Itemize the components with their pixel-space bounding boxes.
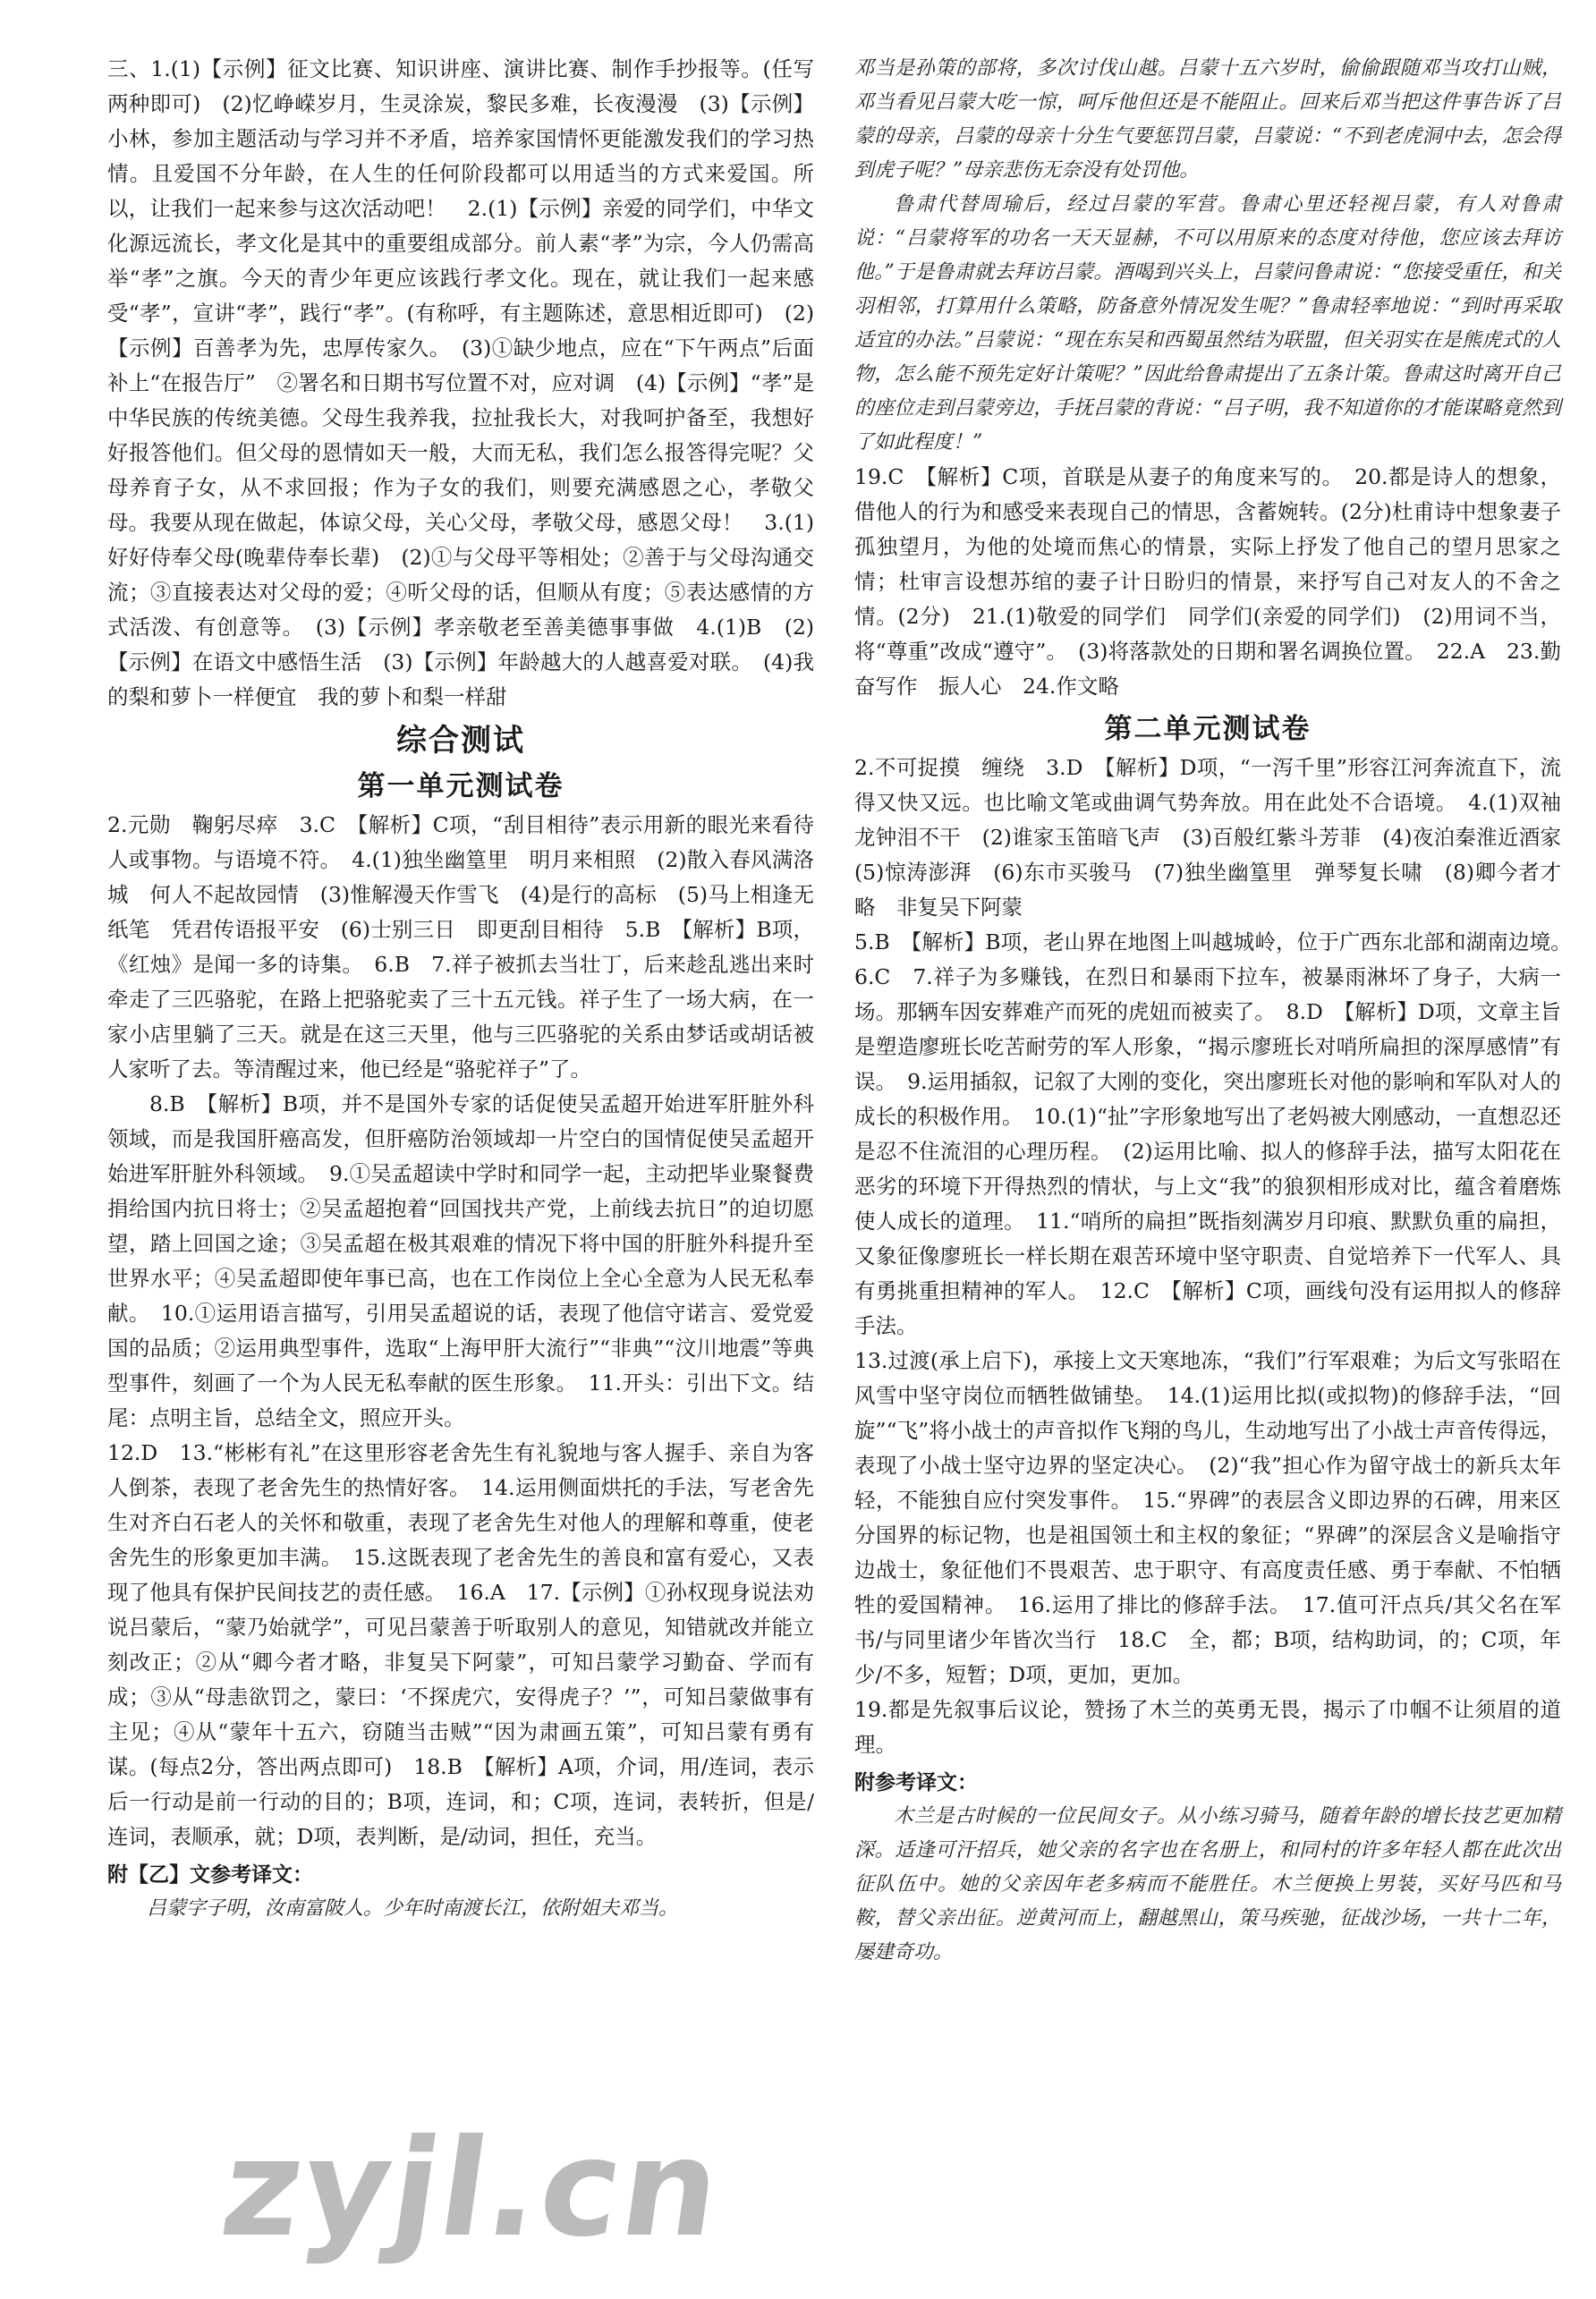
unit1-answers-part4: 19.C 【解析】C项，首联是从妻子的角度来写的。 20.都是诗人的想象，借他人的行为和感受来表现自己的情思，含蓄婉转。(2分)杜甫诗中想象妻子孤独望月，为他的处境而焦心的情景，实际上抒发了他自己的望月思家之情；杜审言设想苏绾的妻子计日盼归的情景，来抒写自己对友人的不舍之情。(2分) 21.(1)敬爱的同学们 同学们(亲爱的同学们) (2)用词不当，将“尊重”改成“遵守”。 (3)将落款处的日期和署名调换位置。 22.A 23.勤奋写作 振人心 24.作文略	[854, 464, 1561, 699]
unit1-answers-part1: 2.元勋 鞠躬尽瘁 3.C 【解析】C项，“刮目相待”表示用新的眼光来看待人或事物。与语境不符。 4.(1)独坐幽篁里 明月来相照 (2)散入春风满洛城 何人不起故园情 (3)惟解漫天作雪飞 (4)是行的高标 (5)马上相逢无纸笔 凭君传语报平安 (6)士别三日 即更刮目相待 5.B 【解析】B项，《红烛》是闻一多的诗集。 6.B 7.祥子被抓去当壮丁，后来趁乱逃出来时牵走了三匹骆驼，在路上把骆驼卖了三十五元钱。祥子生了一场大病，在一家小店里躺了三天。就是在这三天里，他与三匹骆驼的关系由梦话或胡话被人家听了去。等清醒过来，他已经是“骆驼祥子”了。	[107, 812, 814, 1082]
unit2-answers-part4: 19.都是先叙事后议论，赞扬了木兰的英勇无畏，揭示了巾帼不让须眉的道理。	[854, 1697, 1561, 1757]
intro-answers: 三、1.(1)【示例】征文比赛、知识讲座、演讲比赛、制作手抄报等。(任写两种即可) (2)忆峥嵘岁月，生灵涂炭，黎民多难，长夜漫漫 (3)【示例】小林，参加主题活动与学习并不矛盾，培养家国情怀更能激发我们的学习热情。且爱国不分年龄，在人生的任何阶段都可以用适当的方式来爱国。所以，让我们一起来参与这次活动吧！ 2.(1)【示例】亲爱的同学们，中华文化源远流长，孝文化是其中的重要组成部分。前人素“孝”为宗，今人仍需高举“孝”之旗。今天的青少年更应该践行孝文化。现在，就让我们一起来感受“孝”，宣讲“孝”，践行“孝”。(有称呼，有主题陈述，意思相近即可) (2)【示例】百善孝为先，忠厚传家久。 (3)①缺少地点，应在“下午两点”后面补上“在报告厅” ②署名和日期书写位置不对，应对调 (4)【示例】“孝”是中华民族的传统美德。父母生我养我，拉扯我长大，对我呵护备至，我想好好报答他们。但父母的恩情如天一般，大而无私，我们怎么报答得完呢？父母养育子女，从不求回报；作为子女的我们，则要充满感恩之心，孝敬父母。我要从现在做起，体谅父母，关心父母，孝敬父母，感恩父母！ 3.(1)好好侍奉父母(晚辈侍奉长辈) (2)①与父母平等相处；②善于与父母沟通交流；③直接表达对父母的爱；④听父母的话，但顺从有度；⑤表达感情的方式活泼、有创意等。 (3)【示例】孝亲敬老至善美德事事做 4.(1)B (2)【示例】在语文中感悟生活 (3)【示例】年龄越大的人越喜爱对联。 (4)我的梨和萝卜一样便宜 我的萝卜和梨一样甜	[107, 56, 814, 709]
translation-continued-2: 鲁肃代替周瑜后，经过吕蒙的军营。鲁肃心里还轻视吕蒙，有人对鲁肃说：“吕蒙将军的功名一天天显赫，不可以用原来的态度对待他，您应该去拜访他。”于是鲁肃就去拜访吕蒙。酒喝到兴头上，吕蒙问鲁肃说：“您接受重任，和关羽相邻，打算用什么策略，防备意外情况发生呢？”鲁肃轻率地说：“到时再采取适宜的办法。”吕蒙说：“现在东吴和西蜀虽然结为联盟，但关羽实在是熊虎式的人物，怎么能不预先定好计策呢？”因此给鲁肃提出了五条计策。鲁肃这时离开自己的座位走到吕蒙旁边，手抚吕蒙的背说：“吕子明，我不知道你的才能谋略竟然到了如此程度！”	[854, 193, 1561, 454]
section-title-comprehensive-test: 综合测试	[396, 723, 525, 759]
watermark-logo: zyjl.cn	[212, 2111, 731, 2267]
ref-translation-yi-text: 吕蒙字子明，汝南富陂人。少年时南渡长江，依附姐夫邓当。	[147, 1897, 679, 1920]
left-column	[107, 52, 814, 1926]
unit2-answers-part3: 13.过渡(承上启下)，承接上文天寒地冻，“我们”行军艰难；为后文写张昭在风雪中坚守岗位而牺牲做铺垫。 14.(1)运用比拟(或拟物)的修辞手法，“回旋”“飞”将小战士的声音拟作飞翔的鸟儿，生动地写出了小战士声音传得远，表现了小战士坚守边界的坚定决心。 (2)“我”担心作为留守战士的新兵太年轻，不能独自应付突发事件。 15.“界碑”的表层含义即边界的石碑，用来区分国界的标记物，也是祖国领土和主权的象征；“界碑”的深层含义是喻指守边战士，象征他们不畏艰苦、忠于职守、有高度责任感、勇于奉献、不怕牺牲的爱国精神。 16.运用了排比的修辞手法。 17.值可汗点兵/其父名在军书/与同里诸少年皆次当行 18.C 全，都；B项，结构助词，的；C项，年少/不多，短暂；D项，更加，更加。	[854, 1348, 1561, 1687]
unit1-answers-part3: 12.D 13.“彬彬有礼”在这里形容老舍先生有礼貌地与客人握手、亲自为客人倒茶，表现了老舍先生的热情好客。 14.运用侧面烘托的手法，写老舍先生对齐白石老人的关怀和敬重，表现了老舍先生对他人的理解和尊重，使老舍先生的形象更加丰满。 15.这既表现了老舍先生的善良和富有爱心，又表现了他具有保护民间技艺的责任感。 16.A 17.【示例】①孙权现身说法劝说吕蒙后，“蒙乃始就学”，可见吕蒙善于听取别人的意见，知错就改并能立刻改正；②从“卿今者才略，非复吴下阿蒙”，可知吕蒙学习勤奋、学而有成；③从“母恚欲罚之，蒙曰：‘不探虎穴，安得虎子？’”，可知吕蒙做事有主见；④从“蒙年十五六，窃随当击贼”“因为肃画五策”，可知吕蒙有勇有谋。(每点2分，答出两点即可) 18.B 【解析】A项，介词，用/连词，表示后一行动是前一行动的目的；B项，连词，和；C项，连词，表转折，但是/连词，表顺承，就；D项，表判断，是/动词，担任，充当。	[107, 1440, 814, 1849]
unit1-test-title: 第一单元测试卷	[357, 770, 565, 802]
right-column	[854, 52, 1583, 1970]
ref-translation-label: 附参考译文：	[854, 1771, 978, 1794]
translation-continued-1: 邓当是孙策的部将，多次讨伐山越。吕蒙十五六岁时，偷偷跟随邓当攻打山贼，邓当看见吕蒙大吃一惊，呵斥他但还是不能阻止。回来后邓当把这件事告诉了吕蒙的母亲，吕蒙的母亲十分生气要惩罚吕蒙，吕蒙说：“不到老虎洞中去，怎会得到虎子呢？”母亲悲伤无奈没有处罚他。	[854, 57, 1561, 182]
unit2-answers-part2: 5.B 【解析】B项，老山界在地图上叫越城岭，位于广西东北部和湖南边境。 6.C 7.祥子为多赚钱，在烈日和暴雨下拉车，被暴雨淋坏了身子，大病一场。那辆车因安葬难产而死的虎妞而被卖了。 8.D 【解析】D项，文章主旨是塑造廖班长吃苦耐劳的军人形象，“揭示廖班长对哨所扁担的深厚感情”有误。 9.运用插叙，记叙了大刚的变化，突出廖班长对他的影响和军队对人的成长的积极作用。 10.(1)“扯”字形象地写出了老妈被大刚感动，一直想忍还是忍不住流泪的心理历程。 (2)运用比喻、拟人的修辞手法，描写太阳花在恶劣的环境下开得热烈的情状，与上文“我”的狼狈相形成对比，蕴含着磨炼使人成长的道理。 11.“哨所的扁担”既指刻满岁月印痕、默默负重的扁担，又象征像廖班长一样长期在艰苦环境中坚守职责、自觉培养下一代军人、具有勇挑重担精神的军人。 12.C 【解析】C项，画线句没有运用拟人的修辞手法。	[854, 929, 1583, 1338]
ref-translation-text: 木兰是古时候的一位民间女子。从小练习骑马，随着年龄的增长技艺更加精深。适逢可汗招兵，她父亲的名字也在名册上，和同村的许多年轻人都在此次出征队伍中。她的父亲因年老多病而不能胜任。木兰便换上男装，买好马匹和马鞍，替父亲出征。逆黄河而上，翻越黑山，策马疾驰，征战沙场，一共十二年，屡建奇功。	[854, 1805, 1561, 1964]
ref-translation-yi-label: 附【乙】文参考译文：	[107, 1863, 313, 1887]
unit2-answers-part1: 2.不可捉摸 缠绕 3.D 【解析】D项，“一泻千里”形容江河奔流直下，流得又快又远。也比喻文笔或曲调气势奔放。用在此处不合语境。 4.(1)双袖龙钟泪不干 (2)谁家玉笛暗飞声 (3)百般红紫斗芳菲 (4)夜泊秦淮近酒家 (5)惊涛澎湃 (6)东市买骏马 (7)独坐幽篁里 弹琴复长啸 (8)卿今者才略 非复吴下阿蒙	[854, 755, 1583, 920]
unit1-answers-part2: 8.B 【解析】B项，并不是国外专家的话促使吴孟超开始进军肝脏外科领域，而是我国肝癌高发，但肝癌防治领域却一片空白的国情促使吴孟超开始进军肝脏外科领域。 9.①吴孟超读中学时和同学一起，主动把毕业聚餐费捐给国内抗日将士；②吴孟超抱着“回国找共产党，上前线去抗日”的迫切愿望，踏上回国之途；③吴孟超在极其艰难的情况下将中国的肝脏外科提升至世界水平；④吴孟超即使年事已高，也在工作岗位上全心全意为人民无私奉献。 10.①运用语言描写，引用吴孟超说的话，表现了他信守诺言、爱党爱国的品质；②运用典型事件，选取“上海甲肝大流行”“非典”“汶川地震”等典型事件，刻画了一个为人民无私奉献的医生形象。 11.开头：引出下文。结尾：点明主旨，总结全文，照应开头。	[107, 1091, 814, 1430]
unit2-test-title: 第二单元测试卷	[1104, 713, 1312, 745]
